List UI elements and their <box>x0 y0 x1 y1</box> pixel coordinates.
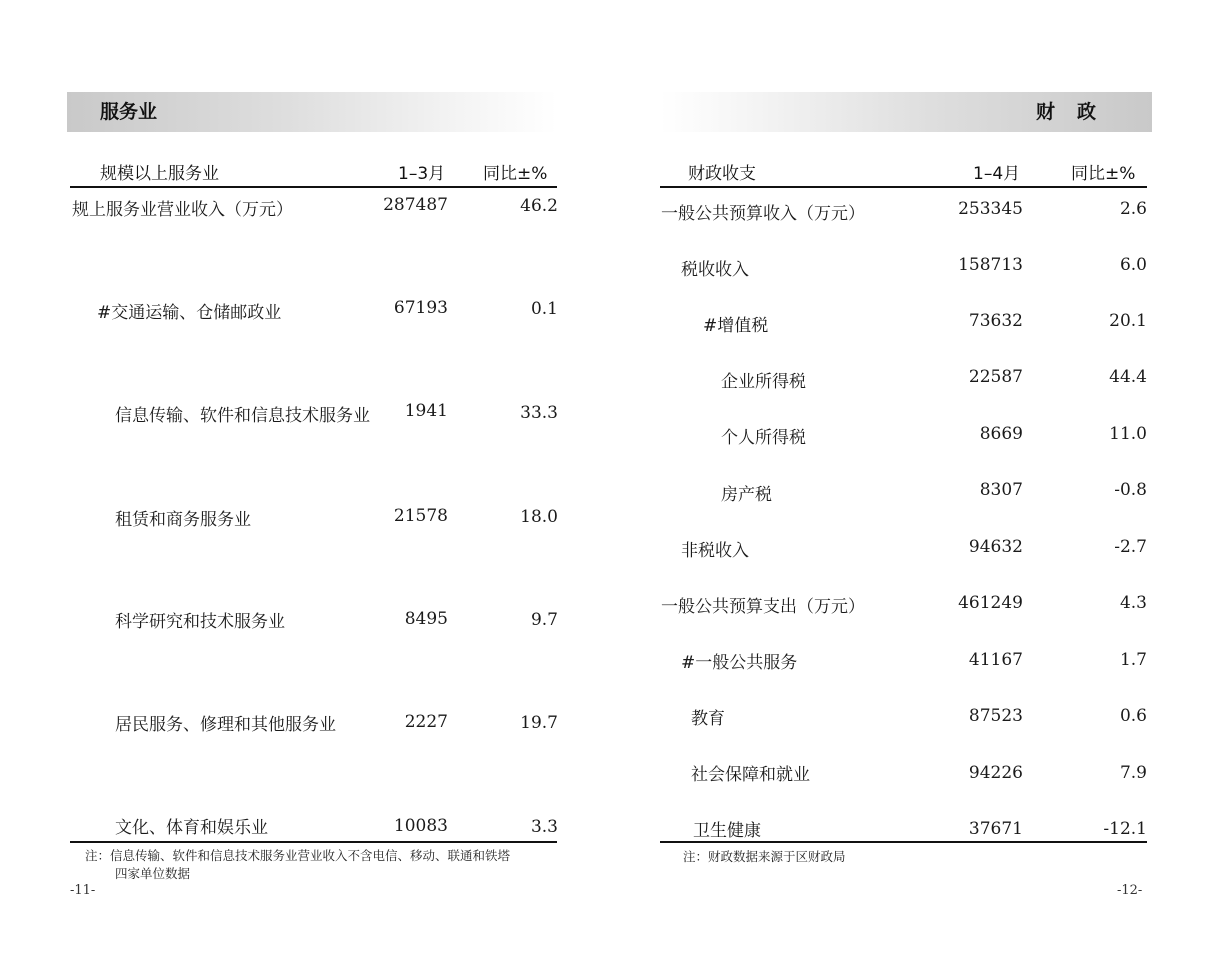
row-change: 33.3 <box>520 403 558 423</box>
row-value: 21578 <box>393 506 448 526</box>
row-value: 73632 <box>968 311 1023 331</box>
table-header-label: 财政收支 <box>688 164 756 184</box>
row-change: 0.1 <box>530 299 558 319</box>
row-label: 一般公共预算收入（万元） <box>661 204 865 224</box>
row-label: 一般公共预算支出（万元） <box>661 597 865 617</box>
row-value: 461249 <box>958 593 1023 613</box>
row-change: -0.8 <box>1114 480 1147 500</box>
footnote-continued: 四家单位数据 <box>115 866 191 881</box>
row-value: 8669 <box>979 424 1023 444</box>
row-value: 67193 <box>393 298 448 318</box>
table-bottom-rule <box>660 841 1147 843</box>
row-value: 37671 <box>968 819 1023 839</box>
footnote: 注：信息传输、软件和信息技术服务业营业收入不含电信、移动、联通和铁塔 <box>85 848 511 863</box>
row-value: 158713 <box>958 255 1023 275</box>
row-label: 文化、体育和娱乐业 <box>115 818 268 838</box>
row-value: 8495 <box>404 609 448 629</box>
row-label: 科学研究和技术服务业 <box>115 612 285 632</box>
row-value: 1941 <box>404 401 448 421</box>
table-header-period: 1–3月 <box>398 164 446 184</box>
row-change: 44.4 <box>1109 367 1147 387</box>
row-label: #一般公共服务 <box>681 653 798 673</box>
row-label: 个人所得税 <box>721 428 806 448</box>
row-change: 1.7 <box>1119 650 1147 670</box>
row-label: 租赁和商务服务业 <box>115 510 251 530</box>
row-label: 税收收入 <box>681 260 749 280</box>
page-number: -11- <box>70 883 96 898</box>
table-header-change: 同比±% <box>483 164 548 184</box>
row-label: 非税收入 <box>681 541 749 561</box>
row-value: 287487 <box>383 195 448 215</box>
footnote: 注：财政数据来源于区财政局 <box>683 849 846 864</box>
row-change: -2.7 <box>1114 537 1147 557</box>
row-value: 94632 <box>968 537 1023 557</box>
row-label: 教育 <box>691 709 725 729</box>
row-change: 20.1 <box>1109 311 1147 331</box>
row-value: 94226 <box>968 763 1023 783</box>
row-change: 0.6 <box>1119 706 1147 726</box>
row-value: 2227 <box>404 712 448 732</box>
row-value: 41167 <box>968 650 1023 670</box>
row-label: 社会保障和就业 <box>691 765 810 785</box>
row-value: 87523 <box>968 706 1023 726</box>
row-change: 18.0 <box>520 507 558 527</box>
row-change: 6.0 <box>1119 255 1147 275</box>
row-change: -12.1 <box>1103 819 1147 839</box>
row-change: 19.7 <box>520 713 558 733</box>
row-label: #交通运输、仓储邮政业 <box>97 303 282 323</box>
section-title: 财政 <box>1035 101 1118 123</box>
section-band-services <box>67 92 557 132</box>
row-label: 卫生健康 <box>693 821 761 841</box>
table-top-rule <box>70 186 557 188</box>
row-value: 253345 <box>958 199 1023 219</box>
row-value: 8307 <box>979 480 1023 500</box>
row-label: #增值税 <box>703 316 769 336</box>
row-change: 11.0 <box>1109 424 1147 444</box>
table-header-change: 同比±% <box>1071 164 1136 184</box>
row-label: 居民服务、修理和其他服务业 <box>115 715 336 735</box>
row-change: 7.9 <box>1119 763 1147 783</box>
section-band-finance <box>660 92 1152 132</box>
row-change: 46.2 <box>520 196 558 216</box>
page-number: -12- <box>1117 883 1143 898</box>
table-header-label: 规模以上服务业 <box>100 164 219 184</box>
section-title: 服务业 <box>100 101 158 123</box>
row-value: 22587 <box>968 367 1023 387</box>
table-bottom-rule <box>70 841 557 843</box>
row-label: 规上服务业营业收入（万元） <box>72 200 293 220</box>
table-top-rule <box>660 186 1147 188</box>
row-label: 房产税 <box>721 485 772 505</box>
row-change: 3.3 <box>530 817 558 837</box>
row-change: 4.3 <box>1119 593 1147 613</box>
row-label: 企业所得税 <box>721 372 806 392</box>
row-value: 10083 <box>393 816 448 836</box>
row-change: 2.6 <box>1119 199 1147 219</box>
table-header-period: 1–4月 <box>973 164 1021 184</box>
row-label: 信息传输、软件和信息技术服务业 <box>115 406 370 426</box>
row-change: 9.7 <box>530 610 558 630</box>
